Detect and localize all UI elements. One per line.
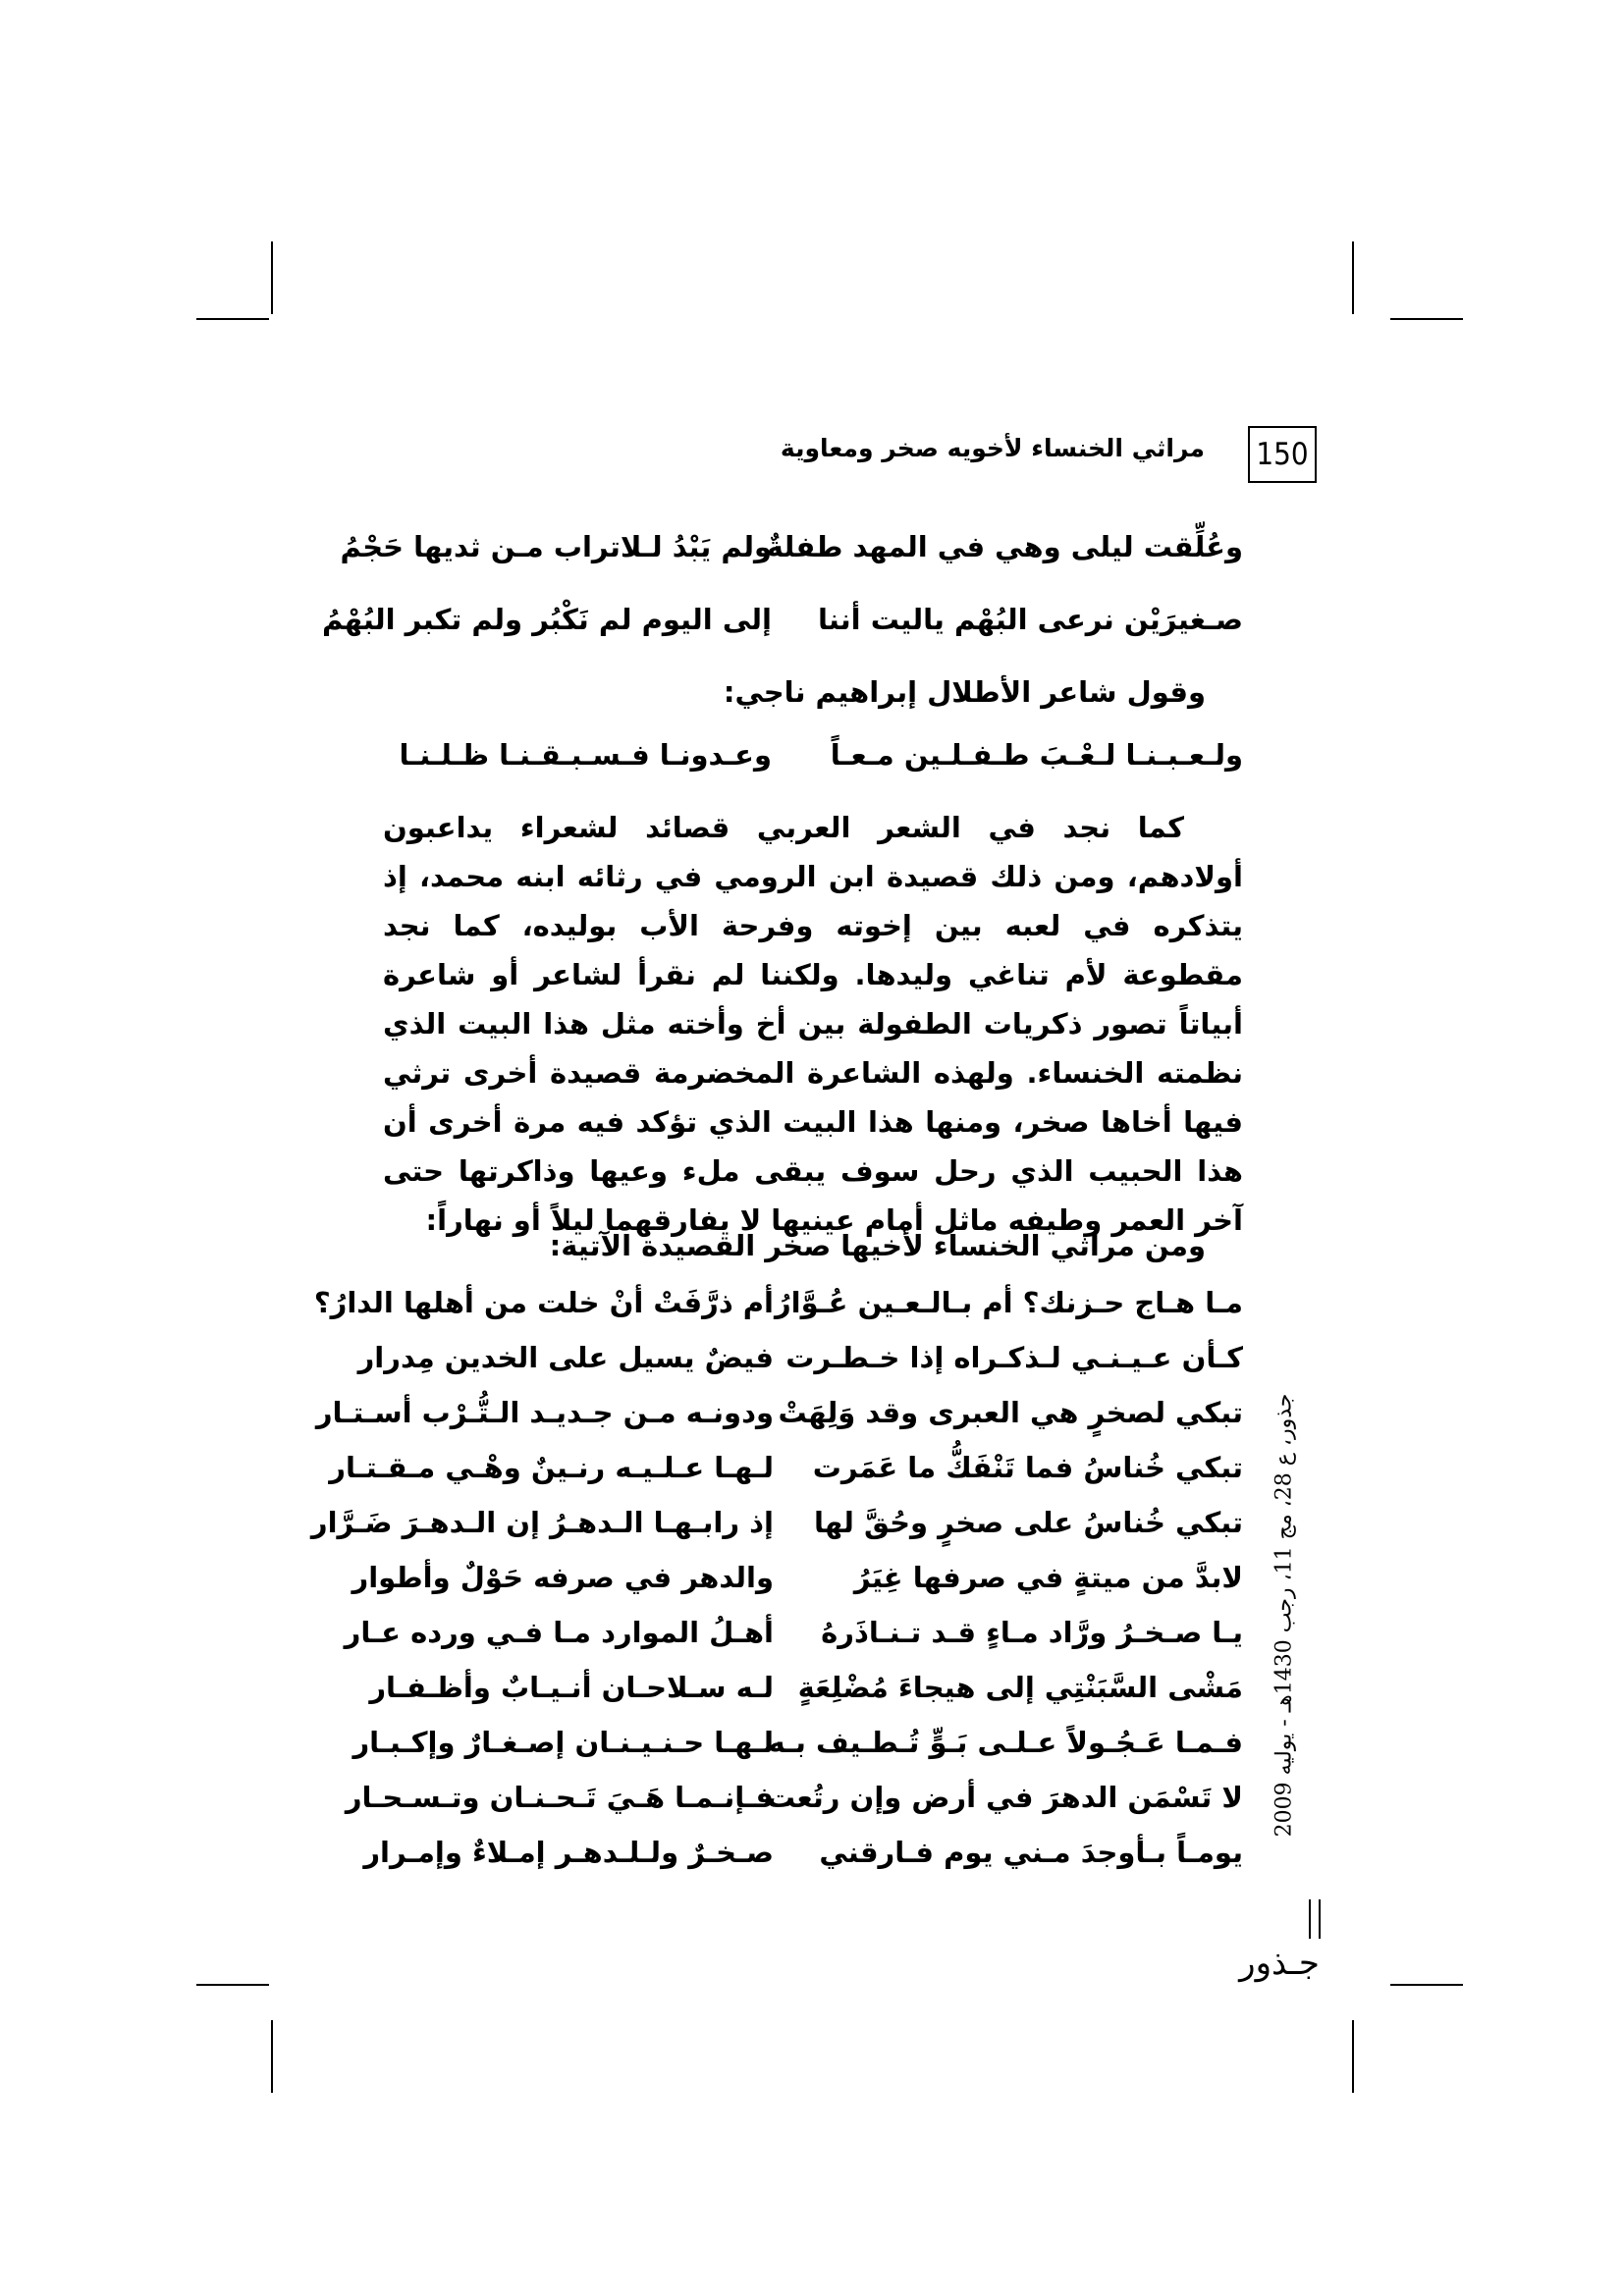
verse-line	[322, 603, 1243, 658]
running-title: مراثي الخنساء لأخويه صخر ومعاوية	[780, 434, 1205, 462]
poem-verse	[369, 1671, 1243, 1720]
poem-verse	[363, 1836, 1243, 1885]
journal-issue-info	[1265, 1306, 1304, 1924]
crop-mark	[271, 241, 273, 314]
poem-verse	[357, 1341, 1243, 1390]
poem-verse	[313, 1286, 1243, 1335]
poem-hemistich: أهـلُ الموارد مـا فـي ورده عـار	[344, 1616, 774, 1649]
page-number: 150	[1248, 426, 1317, 483]
poem-verse	[344, 1616, 1243, 1665]
poem-hemistich: صـخـرٌ ولـلـدهـر إمـلاءٌ وإمـرار	[363, 1836, 774, 1869]
verse-line	[340, 530, 1243, 585]
poem-hemistich: تبكي خُناسُ على صخرٍ وحُقَّ لها	[814, 1506, 1243, 1539]
poem-hemistich: إذ رابـهـا الـدهـرُ إن الـدهـرَ ضَـرَّار	[310, 1506, 774, 1539]
poem-verse	[315, 1396, 1243, 1445]
verse-hemistich: وعـدونـا فـسـبـقـنـا ظـلـنـا	[399, 738, 772, 772]
verse-hemistich: وعُلِّقت ليلى وهي في المهد طفلةٌ	[766, 530, 1243, 563]
poem-verse	[352, 1726, 1243, 1775]
poem-verse	[310, 1506, 1243, 1555]
crop-mark	[1352, 241, 1354, 314]
divider	[1309, 1899, 1321, 1939]
body-paragraph: كما نجد في الشعر العربي قصائد لشعراء يداعبون أولادهم، ومن ذلك قصيدة ابن الرومي في رثائه ابنه محمد، إذ يتذكره في لعبه بين إخوته وفرحة الأب بوليده، كما نجد مقطوعة لأم تناغي وليدها. ولكننا لم نقرأ لشاعر أو شاعرة أبياتاً تصور ذكريات الطفولة بين أخ وأخته مثل هذا البيت الذي نظمته الخنساء. ولهذه الشاعرة المخضرمة قصيدة أخرى ترثي فيها أخاها صخر، ومنها هذا البيت الذي تؤكد فيه مرة أخرى أن هذا الحبيب الذي رحل سوف يبقى ملء وعيها وذاكرتها حتى آخر العمر وطيفه ماثل أمام عينيها لا يفارقهما ليلاً أو نهاراً:	[383, 811, 1243, 1237]
poem-hemistich: كـأن عـيـنـي لـذكـراه إذا خـطـرت	[785, 1341, 1243, 1374]
poem-hemistich: فـمـا عَـجُـولاً عـلـى بَـوٍّ تُـطـيف بـه	[768, 1726, 1243, 1759]
poem-hemistich: يـا صـخـرُ ورَّاد مـاءٍ قـد تـنـاذَرهُ	[821, 1616, 1243, 1649]
poem-hemistich: تبكي لصخرٍ هي العبرى وقد وَلِهَتْ	[778, 1396, 1243, 1429]
poem-hemistich: أم ذرَّفَتْ أنْ خلت من أهلها الدارُ؟	[313, 1286, 774, 1319]
poem-verse	[329, 1451, 1243, 1500]
verse-hemistich: إلى اليوم لم نَكْبُر ولم تكبر البُهْمُ	[322, 603, 772, 636]
crop-mark	[1390, 1984, 1463, 1986]
poem-hemistich: تبكي خُناسُ فما تَنْفَكُّ ما عَمَرت	[812, 1451, 1243, 1484]
poem-hemistich: مـا هـاج حـزنك؟ أم بـالـعـين عُـوَّارُ	[774, 1286, 1243, 1319]
verse-hemistich: ولم يَبْدُ لـلاتراب مـن ثديها حَجْمُ	[340, 530, 772, 563]
crop-mark	[1390, 318, 1463, 320]
poem-hemistich: والدهر في صرفه حَوْلٌ وأطوار	[352, 1561, 774, 1594]
poem-hemistich: لـهـا عـلـيـه رنـينٌ وهْـي مـقـتـار	[329, 1451, 774, 1484]
verse-hemistich: ولـعـبـنـا لـعْـبَ طـفـلـين مـعـاً	[830, 738, 1243, 772]
poem-hemistich: لـه سـلاحـان أنـيـابٌ وأظـفـار	[369, 1671, 774, 1704]
poem-hemistich: يومـاً بـأوجدَ مـني يوم فـارقني	[819, 1836, 1243, 1869]
poem-verse	[352, 1561, 1243, 1610]
poem-hemistich: لـهـا حـنـيـنـان إصـغـارٌ وإكـبـار	[352, 1726, 774, 1759]
intro-poem: ومن مراثي الخنساء لأخيها صخر القصيدة الآتية:	[549, 1229, 1206, 1262]
poem-verse	[345, 1781, 1243, 1830]
intro-naji: وقول شاعر الأطلال إبراهيم ناجي:	[723, 675, 1206, 709]
poem-hemistich: فيضٌ يسيل على الخدين مِدرار	[357, 1341, 774, 1374]
journal-issue-text: جذور، ع 28، مج 11، رجب 1430هـ - يوليه 2009	[1271, 1393, 1297, 1837]
crop-mark	[196, 1984, 269, 1986]
verse-hemistich: صـغيرَيْن نرعى البُهْم ياليت أننا	[818, 603, 1243, 636]
verse-line	[383, 738, 1243, 793]
journal-logo: جـذور	[1239, 1944, 1320, 1983]
crop-mark	[1352, 2020, 1354, 2093]
crop-mark	[271, 2020, 273, 2093]
crop-mark	[196, 318, 269, 320]
poem-hemistich: لا تَسْمَن الدهرَ في أرض وإن رتُعت	[766, 1781, 1243, 1814]
poem-hemistich: ودونـه مـن جـديـد الـتُّـرْب أسـتـار	[315, 1396, 774, 1429]
poem-hemistich: فـإنـمـا هَـيَ تَـحـنـان وتـسـحـار	[345, 1781, 774, 1814]
poem-hemistich: مَشْى السَّبَنْتِي إلى هيجاءَ مُضْلِعَةٍ	[797, 1671, 1243, 1704]
poem-hemistich: لابدَّ من ميتةٍ في صرفها غِيَرُ	[853, 1561, 1243, 1594]
